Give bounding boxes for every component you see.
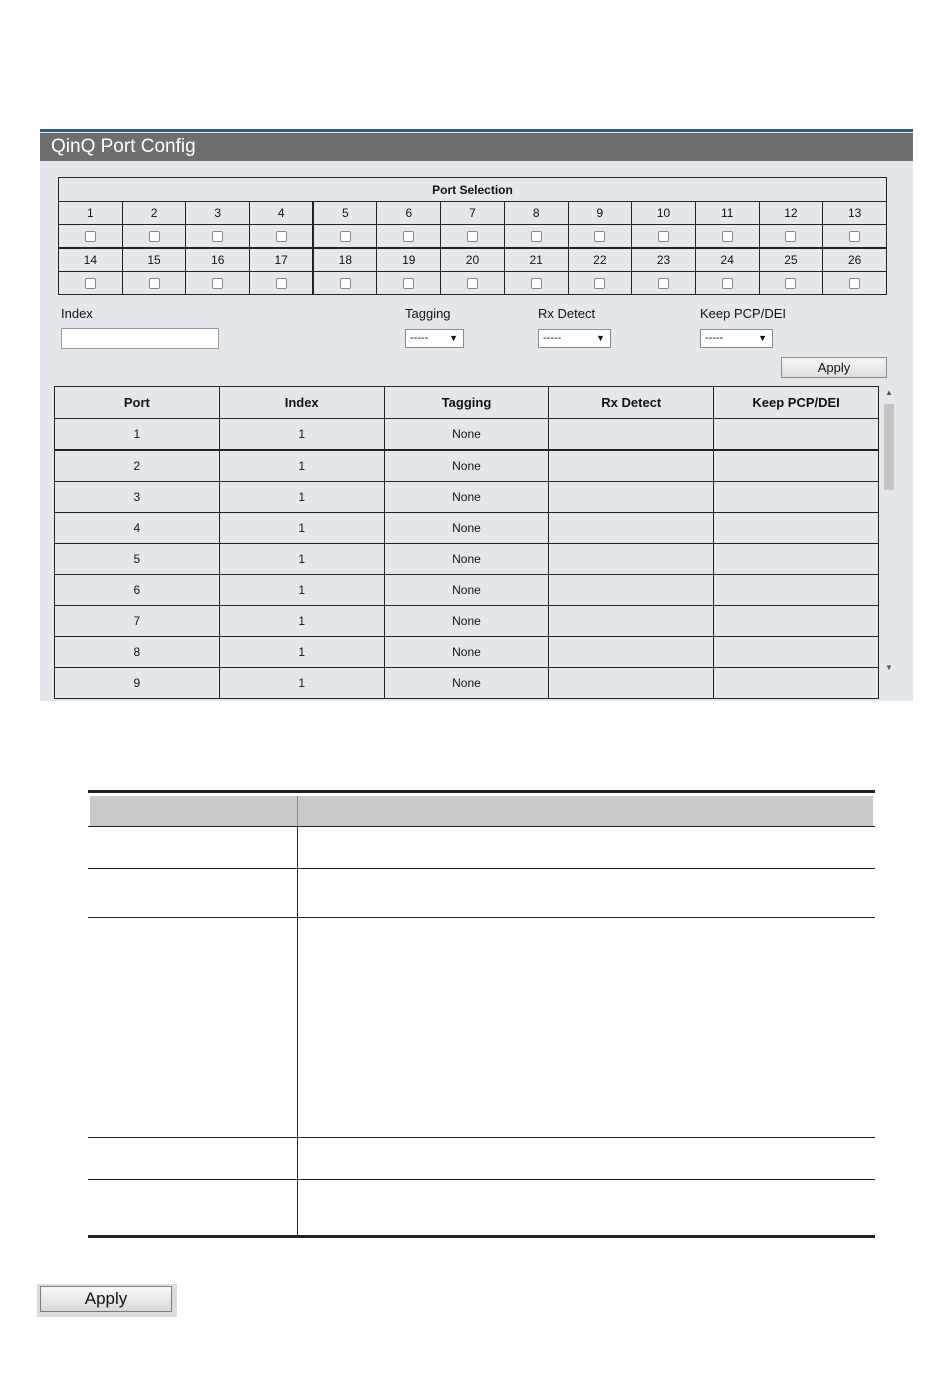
port-number-label: 24 (695, 248, 759, 272)
port-number-label: 22 (568, 248, 632, 272)
port-checkbox-cell (377, 225, 441, 249)
table-cell: 1 (219, 637, 384, 668)
table-cell: None (384, 482, 549, 513)
table-cell (549, 544, 714, 575)
port-checkbox[interactable] (276, 231, 287, 242)
table-cell: 1 (219, 575, 384, 606)
table-cell (714, 668, 879, 699)
port-checkbox[interactable] (403, 278, 414, 289)
chevron-down-icon: ▼ (449, 333, 458, 343)
port-checkbox-cell (695, 225, 759, 249)
qinq-port-config-panel (40, 129, 913, 701)
port-checkbox[interactable] (658, 231, 669, 242)
port-number-label: 6 (377, 202, 441, 225)
table-cell (549, 450, 714, 482)
port-config-table (54, 386, 879, 699)
port-config-grid (54, 386, 879, 690)
port-checkbox[interactable] (149, 231, 160, 242)
chevron-down-icon: ▼ (596, 333, 605, 343)
column-header: Rx Detect (549, 387, 714, 419)
desc-header-row (90, 796, 873, 826)
port-checkbox-cell (377, 272, 441, 295)
keep-pcp-dei-select[interactable] (700, 329, 773, 348)
table-row (55, 544, 879, 575)
table-cell (714, 419, 879, 451)
desc-header-divider (297, 796, 298, 826)
table-cell: 5 (55, 544, 220, 575)
port-checkbox-cell (122, 225, 186, 249)
scroll-up-icon[interactable]: ▲ (885, 388, 893, 397)
port-checkbox[interactable] (467, 278, 478, 289)
port-checkbox-cell (568, 225, 632, 249)
table-row (55, 575, 879, 606)
port-checkbox[interactable] (722, 278, 733, 289)
port-checkbox-cell (759, 225, 823, 249)
port-checkbox-cell (823, 272, 887, 295)
port-checkbox-cell (59, 272, 123, 295)
port-checkbox-cell (504, 225, 568, 249)
port-selection-table (58, 177, 887, 295)
table-cell (549, 637, 714, 668)
port-number-label: 26 (823, 248, 887, 272)
port-selection-title: Port Selection (59, 178, 887, 202)
table-cell: 7 (55, 606, 220, 637)
port-checkbox[interactable] (594, 231, 605, 242)
column-header: Keep PCP/DEI (714, 387, 879, 419)
port-checkbox[interactable] (849, 231, 860, 242)
port-number-label: 15 (122, 248, 186, 272)
table-cell (714, 513, 879, 544)
tagging-select-value: ----- (410, 332, 429, 344)
desc-top-rule (88, 790, 875, 793)
port-checkbox[interactable] (785, 278, 796, 289)
table-cell (714, 544, 879, 575)
table-row (55, 450, 879, 482)
desc-row-divider (88, 1179, 875, 1180)
port-checkbox[interactable] (340, 231, 351, 242)
table-cell (549, 575, 714, 606)
port-checkbox[interactable] (467, 231, 478, 242)
port-checkbox-cell (632, 225, 696, 249)
apply-button-illustration (37, 1284, 177, 1317)
table-cell (549, 668, 714, 699)
port-number-label: 25 (759, 248, 823, 272)
apply-button-large[interactable]: Apply (40, 1286, 172, 1312)
apply-button[interactable]: Apply (781, 357, 887, 378)
table-cell: None (384, 544, 549, 575)
port-number-label: 4 (250, 202, 314, 225)
port-checkbox-cell (823, 225, 887, 249)
port-number-label: 7 (441, 202, 505, 225)
table-row (55, 606, 879, 637)
table-row (55, 482, 879, 513)
rx-detect-select[interactable] (538, 329, 611, 348)
table-row (55, 637, 879, 668)
keep-pcp-dei-label: Keep PCP/DEI (700, 306, 786, 321)
port-checkbox[interactable] (85, 278, 96, 289)
port-number-label: 17 (250, 248, 314, 272)
port-checkbox[interactable] (212, 231, 223, 242)
port-number-label: 18 (313, 248, 377, 272)
port-number-label: 12 (759, 202, 823, 225)
table-cell: 1 (219, 419, 384, 451)
port-checkbox[interactable] (531, 231, 542, 242)
port-number-label: 2 (122, 202, 186, 225)
table-cell (549, 482, 714, 513)
table-row (55, 419, 879, 451)
table-cell (714, 450, 879, 482)
port-number-label: 16 (186, 248, 250, 272)
port-checkbox-cell (759, 272, 823, 295)
port-checkbox[interactable] (722, 231, 733, 242)
port-number-label: 11 (695, 202, 759, 225)
desc-row-divider (88, 1137, 875, 1138)
rx-detect-label: Rx Detect (538, 306, 596, 321)
description-table (88, 790, 875, 1240)
table-cell: 1 (219, 482, 384, 513)
column-header: Tagging (384, 387, 549, 419)
keep-pcp-dei-select-value: ----- (705, 332, 724, 344)
table-cell: None (384, 575, 549, 606)
table-row (55, 668, 879, 699)
port-checkbox[interactable] (658, 278, 669, 289)
table-cell: 9 (55, 668, 220, 699)
table-cell: 1 (219, 450, 384, 482)
port-number-label: 23 (632, 248, 696, 272)
port-checkbox-cell (313, 272, 377, 295)
desc-bottom-rule (88, 1235, 875, 1238)
port-number-label: 14 (59, 248, 123, 272)
rx-detect-select-value: ----- (543, 332, 562, 344)
table-cell (549, 606, 714, 637)
table-cell: None (384, 513, 549, 544)
index-input[interactable] (61, 328, 219, 349)
table-cell: 1 (219, 668, 384, 699)
index-label: Index (61, 306, 93, 321)
port-checkbox-cell (504, 272, 568, 295)
port-checkbox-cell (568, 272, 632, 295)
port-checkbox-cell (441, 272, 505, 295)
port-checkbox[interactable] (785, 231, 796, 242)
table-cell: 3 (55, 482, 220, 513)
table-cell: 1 (219, 544, 384, 575)
port-checkbox[interactable] (85, 231, 96, 242)
port-checkbox-cell (186, 272, 250, 295)
table-cell: None (384, 668, 549, 699)
port-checkbox[interactable] (531, 278, 542, 289)
port-checkbox-cell (186, 225, 250, 249)
table-cell (714, 606, 879, 637)
port-number-label: 9 (568, 202, 632, 225)
port-checkbox-cell (441, 225, 505, 249)
table-cell (714, 575, 879, 606)
table-cell: None (384, 606, 549, 637)
grid-scrollbar[interactable] (881, 386, 897, 675)
column-header: Index (219, 387, 384, 419)
table-cell: 1 (219, 513, 384, 544)
port-checkbox[interactable] (340, 278, 351, 289)
port-number-label: 10 (632, 202, 696, 225)
port-checkbox-cell (59, 225, 123, 249)
port-checkbox[interactable] (594, 278, 605, 289)
column-header: Port (55, 387, 220, 419)
desc-column-divider (297, 827, 298, 1237)
table-cell: 1 (55, 419, 220, 451)
table-cell: 2 (55, 450, 220, 482)
table-cell: 8 (55, 637, 220, 668)
port-number-label: 5 (313, 202, 377, 225)
port-checkbox[interactable] (849, 278, 860, 289)
desc-row-divider (88, 826, 875, 827)
port-checkbox-cell (122, 272, 186, 295)
tagging-label: Tagging (405, 306, 451, 321)
tagging-select[interactable] (405, 329, 464, 348)
table-cell: None (384, 637, 549, 668)
port-checkbox-cell (250, 272, 314, 295)
port-number-label: 19 (377, 248, 441, 272)
desc-row-divider (88, 868, 875, 869)
panel-top-border (40, 129, 913, 132)
table-cell: 4 (55, 513, 220, 544)
port-number-label: 13 (823, 202, 887, 225)
table-cell: None (384, 419, 549, 451)
port-number-label: 21 (504, 248, 568, 272)
panel-title: QinQ Port Config (40, 133, 913, 161)
table-cell: 6 (55, 575, 220, 606)
port-checkbox[interactable] (212, 278, 223, 289)
table-row (55, 513, 879, 544)
table-cell (714, 482, 879, 513)
port-number-label: 3 (186, 202, 250, 225)
port-checkbox-cell (250, 225, 314, 249)
port-checkbox[interactable] (149, 278, 160, 289)
port-checkbox-cell (632, 272, 696, 295)
table-cell (549, 419, 714, 451)
port-number-label: 1 (59, 202, 123, 225)
port-number-label: 8 (504, 202, 568, 225)
port-number-label: 20 (441, 248, 505, 272)
chevron-down-icon: ▼ (758, 333, 767, 343)
port-checkbox-cell (695, 272, 759, 295)
scroll-down-icon[interactable]: ▼ (885, 663, 893, 672)
table-cell: None (384, 450, 549, 482)
table-cell: 1 (219, 606, 384, 637)
port-checkbox[interactable] (403, 231, 414, 242)
desc-row-divider (88, 917, 875, 918)
port-checkbox-cell (313, 225, 377, 249)
scrollbar-thumb[interactable] (884, 404, 894, 490)
table-cell (714, 637, 879, 668)
port-checkbox[interactable] (276, 278, 287, 289)
table-cell (549, 513, 714, 544)
